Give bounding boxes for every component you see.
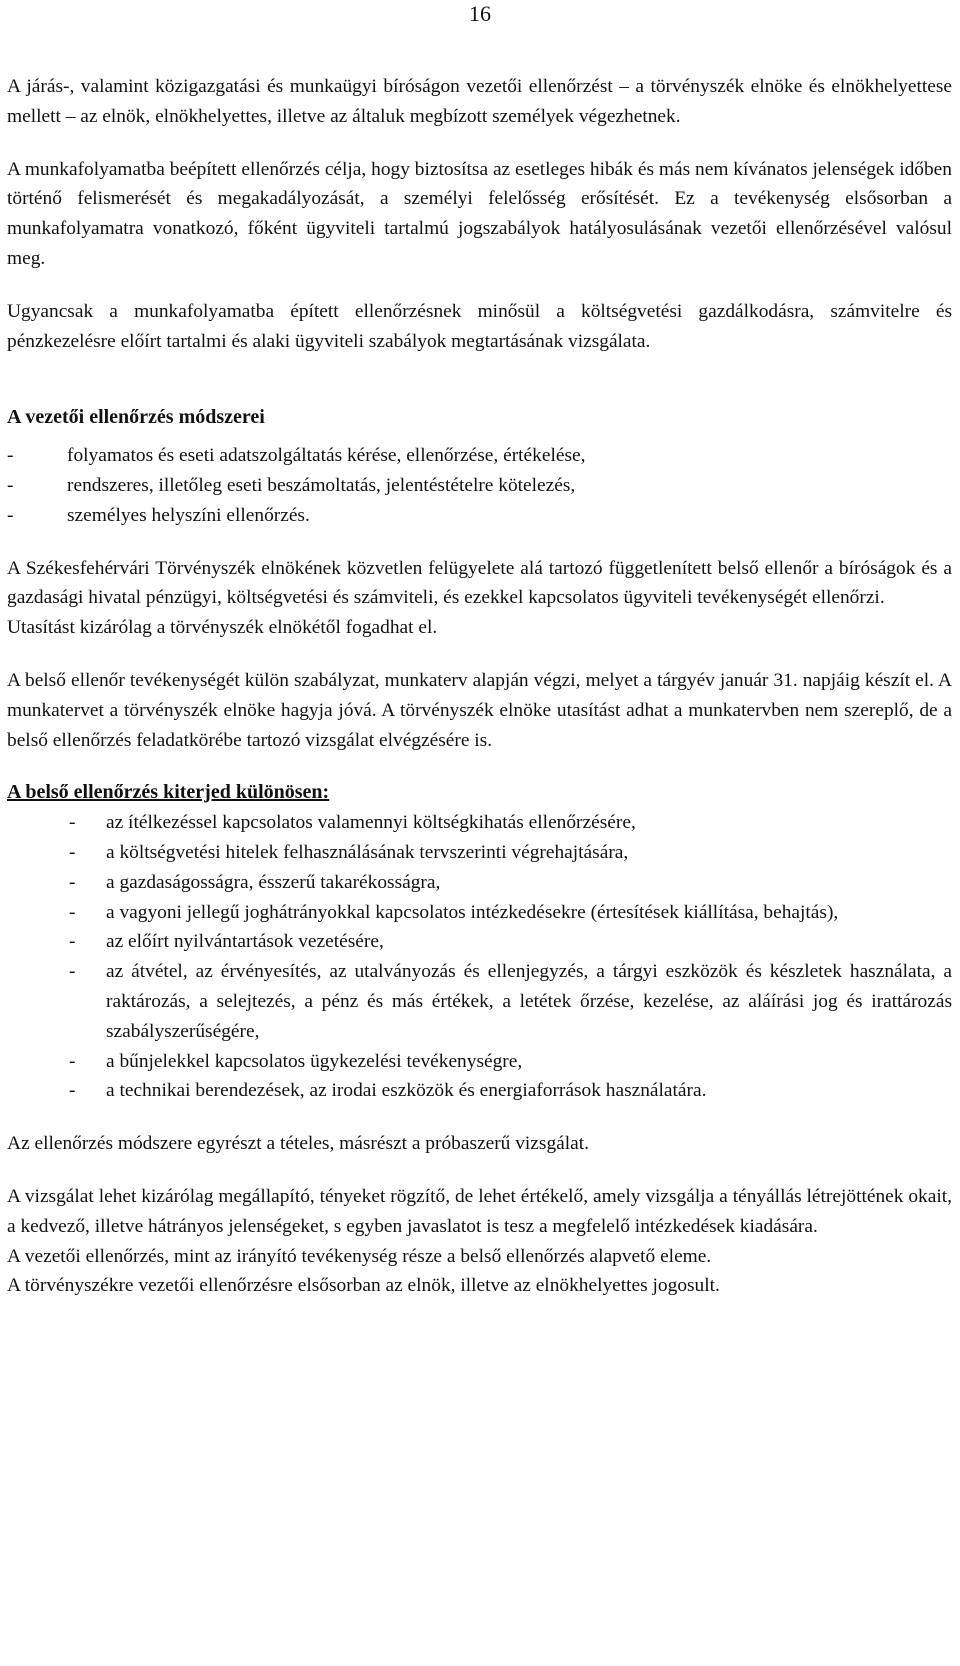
list-item: - az előírt nyilvántartások vezetésére,	[7, 927, 952, 957]
paragraph: Az ellenőrzés módszere egyrészt a tételes, másrészt a próbaszerű vizsgálat.	[7, 1133, 589, 1155]
paragraph: A Székesfehérvári Törvényszék elnökének közvetlen felügyelete alá tartozó függetlenített belső ellenőr a bíróságok és a gazdasági hivatal pénzügyi, költségvetési és számviteli, és ezekkel kapcsolatos ügyviteli tevékenységét ellenőrzi.	[7, 557, 952, 609]
paragraph: Ugyancsak a munkafolyamatba épített ellenőrzésnek minősül a költségvetési gazdálkodásra, számvitelre és pénzkezelésre előírt tartalmi és alaki ügyviteli szabályok megtartásának vizsgálata.	[7, 300, 952, 352]
page-number: 16	[469, 1, 491, 26]
paragraph: A belső ellenőr tevékenységét külön szabályzat, munkaterv alapján végzi, melyet a tárgyév január 31. napjáig készít el. A munkatervet a törvényszék elnöke hagyja jóvá. A törvényszék elnöke utasítást adhat a munkatervben nem szereplő, de a belső ellenőrzés feladatkörébe tartozó vizsgálat elvégzésére is.	[7, 669, 952, 751]
list-item: - a költségvetési hitelek felhasználásának tervszerinti végrehajtására,	[7, 838, 952, 868]
list-item: - a vagyoni jellegű joghátrányokkal kapcsolatos intézkedésekre (értesítések kiállítása, behajtás),	[7, 898, 952, 928]
list-item: - folyamatos és eseti adatszolgáltatás kérése, ellenőrzése, értékelése,	[7, 441, 952, 471]
section-heading: A vezetői ellenőrzés módszerei	[7, 406, 265, 429]
list-item: - az ítélkezéssel kapcsolatos valamennyi költségkihatás ellenőrzésére,	[7, 808, 952, 838]
list-item: - a bűnjelekkel kapcsolatos ügykezelési tevékenységre,	[7, 1047, 952, 1077]
paragraph: A vezetői ellenőrzés, mint az irányító tevékenység része a belső ellenőrzés alapvető eleme.	[7, 1245, 712, 1267]
list-item: - rendszeres, illetőleg eseti beszámoltatás, jelentéstételre kötelezés,	[7, 471, 952, 501]
paragraph: A törvényszékre vezetői ellenőrzésre elsősorban az elnök, illetve az elnökhelyettes jogosult.	[7, 1275, 720, 1297]
paragraph: Utasítást kizárólag a törvényszék elnökétől fogadhat el.	[7, 617, 438, 639]
list-item: - személyes helyszíni ellenőrzés.	[7, 501, 952, 531]
paragraph: A munkafolyamatba beépített ellenőrzés célja, hogy biztosítsa az esetleges hibák és más nem kívánatos jelenségek időben történő felismerését és megakadályozását, a személyi felelősség erősítését. Ez a tevékenység elsősorban a munkafolyamatra vonatkozó, főként ügyviteli tartalmú jogszabályok hatályosulásának vezetői ellenőrzésével valósul meg.	[7, 158, 952, 269]
scope-list	[7, 808, 952, 1106]
list-item: - a technikai berendezések, az irodai eszközök és energiaforrások használatára.	[7, 1076, 952, 1106]
list-item: - az átvétel, az érvényesítés, az utalványozás és ellenjegyzés, a tárgyi eszközök és készletek használata, a raktározás, a selejtezés, a pénz és más értékek, a letétek őrzése, kezelése, az aláírási jog és irattározás szabályszerűségére,	[7, 957, 952, 1046]
paragraph: A járás-, valamint közigazgatási és munkaügyi bíróságon vezetői ellenőrzést – a törvényszék elnöke és elnökhelyettese mellett – az elnök, elnökhelyettes, illetve az általuk megbízott személyek végezhetnek.	[7, 76, 952, 127]
page-content	[7, 72, 952, 1301]
section-heading: A belső ellenőrzés kiterjed különösen:	[7, 781, 330, 804]
list-item: - a gazdaságosságra, ésszerű takarékosságra,	[7, 868, 952, 898]
paragraph: A vizsgálat lehet kizárólag megállapító, tényeket rögzítő, de lehet értékelő, amely vizsgálja a tényállás létrejöttének okait, a kedvező, illetve hátrányos jelenségeket, s egyben javaslatot is tesz a megfelelő intézkedések kiadására.	[7, 1185, 952, 1237]
methods-list	[7, 441, 952, 530]
